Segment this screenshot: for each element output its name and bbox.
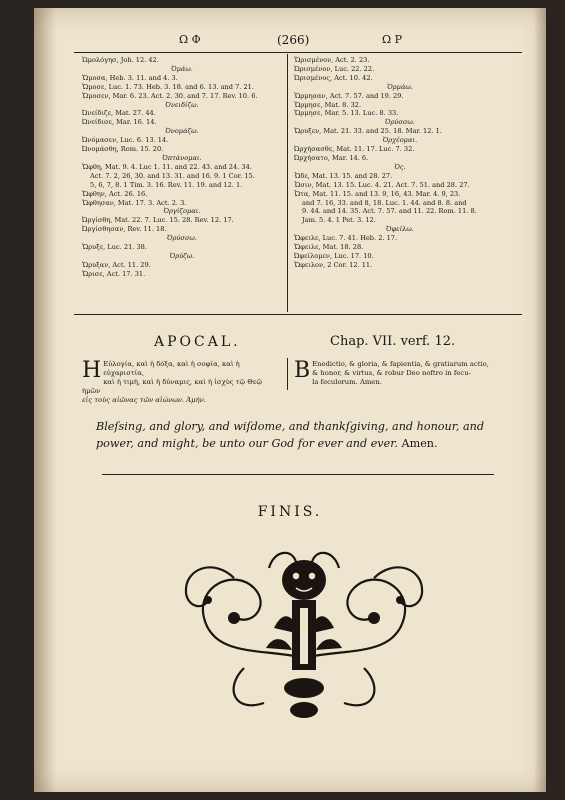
concordance-entry: Jam. 5. 4. 1 Pet. 3. 12. <box>302 216 376 225</box>
concordance-headword: Ὁρμάω. <box>387 82 413 91</box>
chapter-verse-reference: Chap. VII. verf. 12. <box>330 334 456 349</box>
concordance-entry: Ὠνείδιζε, Mat. 27. 44. <box>82 109 156 118</box>
verse-divider <box>287 358 288 390</box>
concordance-entry: Ὠρχήσατο, Mar. 14. 6. <box>294 153 369 162</box>
concordance-entry: 9. 44. and 14. 35. Act. 7. 57. and 11. 22. Rom. 11. 8. <box>302 207 477 216</box>
latin-drop-initial: B <box>294 358 311 383</box>
concordance-entry: Ὧσιν, Mat. 13. 15. Luc. 4. 21. Act. 7. 51. and 28. 27. <box>294 180 470 189</box>
concordance-entry: Ὧδε, Mat. 13. 15. and 28. 27. <box>294 171 393 180</box>
latin-verse-line: Enedictio, & gloria, & fapientia, & gratiarum actio, <box>312 360 489 368</box>
concordance-entry: Ὠφείλομεν, Luc. 17. 10. <box>294 251 374 260</box>
concordance-headword: Ὀργίζομαι. <box>163 207 201 216</box>
concordance-entry: Ὠνείδισε, Mar. 16. 14. <box>82 118 157 127</box>
concordance-entry: Ὤφθην, Act. 26. 16. <box>82 189 148 198</box>
concordance-entry: Ὤφειλον, 2 Cor. 12. 11. <box>294 260 373 269</box>
concordance-headword: Ὁς. <box>394 162 406 171</box>
concordance-headword: Ὀφείλω. <box>386 225 414 234</box>
concordance-entry: Ὤρυξεν, Mat. 21. 33. and 25. 18. Mar. 12. 1. <box>294 127 442 136</box>
concordance-headword: Ὀπτάνομαι. <box>162 153 202 162</box>
concordance-entry: Act. 7. 2, 26, 30. and 13. 31. and 16. 9. 1 Cor. 15. <box>90 171 255 180</box>
running-head <box>34 33 546 49</box>
concordance-headword: Ὀρύζω. <box>169 251 195 260</box>
page-edge-shadow <box>534 8 546 792</box>
running-head-left: Ω Φ <box>179 33 201 46</box>
concordance-entry: Ὡρισμένος, Act. 10. 42. <box>294 73 373 82</box>
concordance-entry: Ὤφειλε, Mat. 18. 28. <box>294 243 364 252</box>
greek-verse-line: Εὐλογία, καὶ ἡ δόξα, καὶ ἡ σοφία, καὶ ἡ εὐχαριστία, <box>103 360 240 377</box>
book-page <box>34 8 546 792</box>
greek-verse-line: καὶ ἡ τιμὴ, καὶ ἡ δύναμις, καὶ ἡ ἰσχὺς τῷ Θεῷ ἡμῶν <box>82 378 262 395</box>
concordance-entry: Ὤρισε, Act. 17. 31. <box>82 269 146 278</box>
concordance-entry: 5, 6, 7, 8. 1 Tim. 3. 16. Rev. 11. 19. and 12. 1. <box>90 180 243 189</box>
page-gutter-shadow <box>34 8 56 792</box>
concordance-entry: Ὠρχήσασθε, Mat. 11. 17. Luc. 7. 32. <box>294 145 415 154</box>
concordance-entry: Ὠργίσθησαν, Rev. 11. 18. <box>82 225 167 234</box>
concordance-entry: Ὤφθη, Mat. 9. 4. Luc 1. 11. and 22. 43. and 24. 34. <box>82 162 252 171</box>
greek-verse <box>82 360 282 405</box>
english-verse-line-1: Bleſsing, and glory, and wiſdome, and thankſgiving, and honour, and <box>96 420 484 433</box>
verse-bottom-rule <box>102 474 494 475</box>
concordance-entry: Ὤμοσα, Heb. 3. 11. and 4. 3. <box>82 73 178 82</box>
latin-verse-line: & honor, & virtus, & robur Deo noftro in fecu- <box>312 369 471 377</box>
concordance-entry: Ὤμοσε, Luc. 1. 73. Heb. 3. 18. and 6. 13. and 7. 21. <box>82 82 254 91</box>
concordance-right-column <box>294 56 506 270</box>
concordance-entry: Ὠργίσθη, Mat. 22. 7. Luc. 15. 28. Rev. 12. 17. <box>82 216 234 225</box>
latin-verse-line: la feculorum. Amen. <box>312 378 382 386</box>
floral-ornament <box>174 538 434 728</box>
concordance-entry: Ὤμοσεν, Mar. 6. 23. Act. 2. 30. and 7. 17. Rev. 10. 6. <box>82 91 258 100</box>
greek-verse-line: εἰς τοὺς αἰῶνας τῶν αἰώνων. Ἀμήν. <box>82 396 206 404</box>
page-number: (266) <box>277 33 310 47</box>
columns-bottom-rule <box>74 314 522 315</box>
concordance-entry: Ὠνόμασεν, Luc. 6. 13. 14. <box>82 136 169 145</box>
book-title: APOCAL. <box>154 334 241 350</box>
concordance-entry: Ὤφθησαν, Mat. 17. 3. Act. 2. 3. <box>82 198 187 207</box>
english-verse <box>96 418 516 452</box>
greek-drop-initial: H <box>82 358 102 383</box>
concordance-headword: Ὀνειδίζω. <box>165 100 199 109</box>
concordance-headword: Ὀρχέομαι. <box>382 136 418 145</box>
verse-heading <box>154 334 524 354</box>
concordance-entry: Ὥρμησε, Mat. 8. 32. <box>294 100 362 109</box>
header-rule <box>74 52 522 53</box>
concordance-left-column <box>82 56 282 279</box>
column-divider <box>287 54 288 312</box>
concordance-entry: Ὥρμησαν, Act. 7. 57. and 19. 29. <box>294 91 404 100</box>
concordance-headword: Ὀρύσσω. <box>167 234 197 243</box>
concordance-entry: Ὡρισμένον, Luc. 22. 22. <box>294 64 375 73</box>
running-head-right: Ω Ρ <box>382 33 403 46</box>
latin-verse <box>294 360 506 387</box>
concordance-entry: Ὠνομάσθη, Rom. 15. 20. <box>82 145 164 154</box>
concordance-entry: Ὡμολόγησ, Joh. 12. 42. <box>82 56 159 64</box>
concordance-headword: Ὀμάω. <box>171 64 193 73</box>
concordance-entry: Ὤρυξε, Luc. 21. 38. <box>82 243 147 252</box>
concordance-entry: and 7. 16, 33. and 8, 18. Luc. 1. 44. and 8. 8. and <box>302 198 467 207</box>
english-verse-line-2: power, and might, be unto our God for ever and ever. Amen. <box>96 437 438 450</box>
concordance-entry: Ὤφειλε, Luc. 7. 41. Heb. 2. 17. <box>294 234 398 243</box>
finis-heading: FINIS. <box>257 504 323 520</box>
concordance-entry: Ὥρμησε, Mar. 5. 13. Luc. 8. 33. <box>294 109 399 118</box>
concordance-entry: Ὤρυξαν, Act. 11. 29. <box>82 260 151 269</box>
amen-word: Amen. <box>401 437 438 450</box>
concordance-entry: Ὥρισμένον, Act. 2. 23. <box>294 56 370 64</box>
concordance-entry: Ὦτα, Mat. 11. 15. and 13. 9, 16, 43. Mar. 4. 9, 23. <box>294 189 461 198</box>
concordance-headword: Ὀνομάζω. <box>165 127 199 136</box>
concordance-headword: Ὀρύσσω. <box>385 118 415 127</box>
